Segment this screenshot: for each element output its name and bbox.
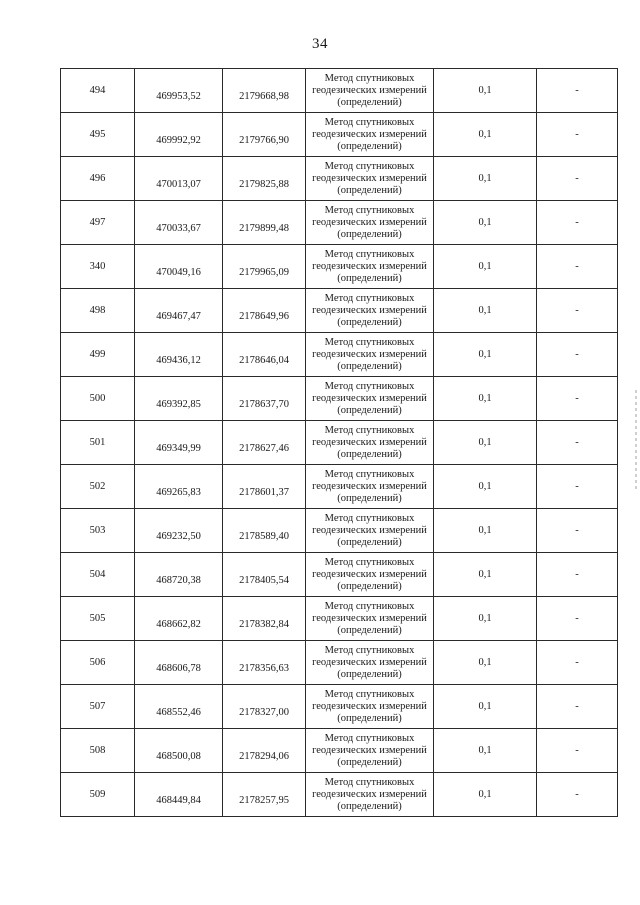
- x-coordinate-cell: 470033,67: [135, 201, 223, 245]
- method-line: (определений): [337, 756, 402, 768]
- y-coordinate-cell: 2178294,06: [223, 729, 306, 773]
- point-number-cell: 509: [61, 773, 135, 817]
- method-line: Метод спутниковых: [324, 292, 415, 304]
- description-cell: -: [537, 729, 618, 773]
- x-coordinate-cell: 469992,92: [135, 113, 223, 157]
- method-cell: [306, 729, 434, 773]
- method-line: (определений): [337, 668, 402, 680]
- method-line: Метод спутниковых: [324, 688, 415, 700]
- method-line: Метод спутниковых: [324, 116, 415, 128]
- point-number-cell: 494: [61, 69, 135, 113]
- method-line: Метод спутниковых: [324, 644, 415, 656]
- method-line: геодезических измерений: [312, 436, 427, 448]
- table-row: [61, 729, 618, 773]
- y-coordinate-cell: 2179825,88: [223, 157, 306, 201]
- y-coordinate-cell: 2179766,90: [223, 113, 306, 157]
- table-row: [61, 201, 618, 245]
- description-cell: -: [537, 333, 618, 377]
- point-number-cell: 506: [61, 641, 135, 685]
- method-line: (определений): [337, 96, 402, 108]
- method-cell: [306, 641, 434, 685]
- method-line: Метод спутниковых: [324, 468, 415, 480]
- table-row: [61, 289, 618, 333]
- y-coordinate-cell: 2178327,00: [223, 685, 306, 729]
- x-coordinate-cell: 469953,52: [135, 69, 223, 113]
- method-cell: [306, 773, 434, 817]
- method-line: геодезических измерений: [312, 788, 427, 800]
- point-number-cell: 507: [61, 685, 135, 729]
- method-line: (определений): [337, 492, 402, 504]
- table-row: [61, 641, 618, 685]
- accuracy-cell: 0,1: [434, 289, 537, 333]
- method-line: (определений): [337, 140, 402, 152]
- table-row: [61, 553, 618, 597]
- accuracy-cell: 0,1: [434, 69, 537, 113]
- table-row: [61, 69, 618, 113]
- description-cell: -: [537, 465, 618, 509]
- y-coordinate-cell: 2178257,95: [223, 773, 306, 817]
- accuracy-cell: 0,1: [434, 245, 537, 289]
- accuracy-cell: 0,1: [434, 421, 537, 465]
- description-cell: -: [537, 201, 618, 245]
- method-cell: [306, 685, 434, 729]
- y-coordinate-cell: 2178627,46: [223, 421, 306, 465]
- accuracy-cell: 0,1: [434, 333, 537, 377]
- method-cell: [306, 245, 434, 289]
- method-line: Метод спутниковых: [324, 732, 415, 744]
- method-cell: [306, 333, 434, 377]
- point-number-cell: 500: [61, 377, 135, 421]
- accuracy-cell: 0,1: [434, 729, 537, 773]
- x-coordinate-cell: 469467,47: [135, 289, 223, 333]
- y-coordinate-cell: 2178601,37: [223, 465, 306, 509]
- method-cell: [306, 421, 434, 465]
- point-number-cell: 499: [61, 333, 135, 377]
- y-coordinate-cell: 2179668,98: [223, 69, 306, 113]
- description-cell: -: [537, 597, 618, 641]
- point-number-cell: 497: [61, 201, 135, 245]
- accuracy-cell: 0,1: [434, 201, 537, 245]
- method-cell: [306, 113, 434, 157]
- x-coordinate-cell: 469349,99: [135, 421, 223, 465]
- method-cell: [306, 465, 434, 509]
- x-coordinate-cell: 470049,16: [135, 245, 223, 289]
- x-coordinate-cell: 468500,08: [135, 729, 223, 773]
- description-cell: -: [537, 553, 618, 597]
- table-row: [61, 685, 618, 729]
- method-cell: [306, 157, 434, 201]
- x-coordinate-cell: 469392,85: [135, 377, 223, 421]
- description-cell: -: [537, 509, 618, 553]
- point-number-cell: 503: [61, 509, 135, 553]
- method-line: Метод спутниковых: [324, 512, 415, 524]
- x-coordinate-cell: 468662,82: [135, 597, 223, 641]
- x-coordinate-cell: 468720,38: [135, 553, 223, 597]
- description-cell: -: [537, 289, 618, 333]
- y-coordinate-cell: 2178649,96: [223, 289, 306, 333]
- method-line: Метод спутниковых: [324, 160, 415, 172]
- method-line: Метод спутниковых: [324, 776, 415, 788]
- y-coordinate-cell: 2178637,70: [223, 377, 306, 421]
- method-cell: [306, 289, 434, 333]
- description-cell: -: [537, 113, 618, 157]
- table-row: [61, 377, 618, 421]
- method-line: геодезических измерений: [312, 128, 427, 140]
- table-row: [61, 597, 618, 641]
- description-cell: -: [537, 245, 618, 289]
- method-line: геодезических измерений: [312, 524, 427, 536]
- y-coordinate-cell: 2178589,40: [223, 509, 306, 553]
- scan-artifact: [635, 390, 637, 490]
- method-line: геодезических измерений: [312, 216, 427, 228]
- point-number-cell: 340: [61, 245, 135, 289]
- method-line: геодезических измерений: [312, 744, 427, 756]
- method-line: (определений): [337, 316, 402, 328]
- accuracy-cell: 0,1: [434, 377, 537, 421]
- method-line: Метод спутниковых: [324, 248, 415, 260]
- method-line: Метод спутниковых: [324, 556, 415, 568]
- method-line: Метод спутниковых: [324, 424, 415, 436]
- accuracy-cell: 0,1: [434, 509, 537, 553]
- description-cell: -: [537, 773, 618, 817]
- table-row: [61, 113, 618, 157]
- point-number-cell: 496: [61, 157, 135, 201]
- method-line: (определений): [337, 536, 402, 548]
- method-line: Метод спутниковых: [324, 72, 415, 84]
- accuracy-cell: 0,1: [434, 553, 537, 597]
- method-line: (определений): [337, 272, 402, 284]
- description-cell: -: [537, 157, 618, 201]
- accuracy-cell: 0,1: [434, 113, 537, 157]
- method-line: геодезических измерений: [312, 84, 427, 96]
- method-cell: [306, 377, 434, 421]
- method-line: геодезических измерений: [312, 656, 427, 668]
- page-number: 34: [312, 36, 328, 52]
- x-coordinate-cell: 468606,78: [135, 641, 223, 685]
- x-coordinate-cell: 468449,84: [135, 773, 223, 817]
- table-row: [61, 157, 618, 201]
- coordinates-table-body: [61, 69, 618, 817]
- method-line: (определений): [337, 228, 402, 240]
- accuracy-cell: 0,1: [434, 157, 537, 201]
- method-line: геодезических измерений: [312, 348, 427, 360]
- table-row: [61, 773, 618, 817]
- method-line: геодезических измерений: [312, 568, 427, 580]
- coordinates-table-container: [60, 68, 611, 817]
- method-line: Метод спутниковых: [324, 336, 415, 348]
- description-cell: -: [537, 377, 618, 421]
- x-coordinate-cell: 469232,50: [135, 509, 223, 553]
- accuracy-cell: 0,1: [434, 685, 537, 729]
- accuracy-cell: 0,1: [434, 773, 537, 817]
- method-line: геодезических измерений: [312, 612, 427, 624]
- accuracy-cell: 0,1: [434, 465, 537, 509]
- y-coordinate-cell: 2178646,04: [223, 333, 306, 377]
- description-cell: -: [537, 69, 618, 113]
- method-line: геодезических измерений: [312, 700, 427, 712]
- accuracy-cell: 0,1: [434, 641, 537, 685]
- method-line: геодезических измерений: [312, 392, 427, 404]
- point-number-cell: 505: [61, 597, 135, 641]
- point-number-cell: 498: [61, 289, 135, 333]
- description-cell: -: [537, 421, 618, 465]
- table-row: [61, 509, 618, 553]
- x-coordinate-cell: 469436,12: [135, 333, 223, 377]
- point-number-cell: 501: [61, 421, 135, 465]
- method-line: геодезических измерений: [312, 172, 427, 184]
- method-line: (определений): [337, 712, 402, 724]
- y-coordinate-cell: 2179899,48: [223, 201, 306, 245]
- method-line: геодезических измерений: [312, 480, 427, 492]
- method-line: (определений): [337, 360, 402, 372]
- method-line: (определений): [337, 800, 402, 812]
- y-coordinate-cell: 2179965,09: [223, 245, 306, 289]
- x-coordinate-cell: 468552,46: [135, 685, 223, 729]
- method-line: (определений): [337, 404, 402, 416]
- description-cell: -: [537, 685, 618, 729]
- y-coordinate-cell: 2178382,84: [223, 597, 306, 641]
- x-coordinate-cell: 469265,83: [135, 465, 223, 509]
- y-coordinate-cell: 2178405,54: [223, 553, 306, 597]
- method-cell: [306, 597, 434, 641]
- table-row: [61, 465, 618, 509]
- point-number-cell: 502: [61, 465, 135, 509]
- method-line: Метод спутниковых: [324, 600, 415, 612]
- method-line: (определений): [337, 448, 402, 460]
- accuracy-cell: 0,1: [434, 597, 537, 641]
- method-line: (определений): [337, 580, 402, 592]
- method-line: геодезических измерений: [312, 260, 427, 272]
- x-coordinate-cell: 470013,07: [135, 157, 223, 201]
- method-cell: [306, 553, 434, 597]
- method-cell: [306, 201, 434, 245]
- method-line: геодезических измерений: [312, 304, 427, 316]
- method-cell: [306, 509, 434, 553]
- method-line: (определений): [337, 184, 402, 196]
- point-number-cell: 495: [61, 113, 135, 157]
- method-line: Метод спутниковых: [324, 204, 415, 216]
- table-row: [61, 421, 618, 465]
- method-line: (определений): [337, 624, 402, 636]
- method-cell: [306, 69, 434, 113]
- description-cell: -: [537, 641, 618, 685]
- coordinates-table: [60, 68, 618, 817]
- point-number-cell: 508: [61, 729, 135, 773]
- y-coordinate-cell: 2178356,63: [223, 641, 306, 685]
- table-row: [61, 333, 618, 377]
- point-number-cell: 504: [61, 553, 135, 597]
- method-line: Метод спутниковых: [324, 380, 415, 392]
- table-row: [61, 245, 618, 289]
